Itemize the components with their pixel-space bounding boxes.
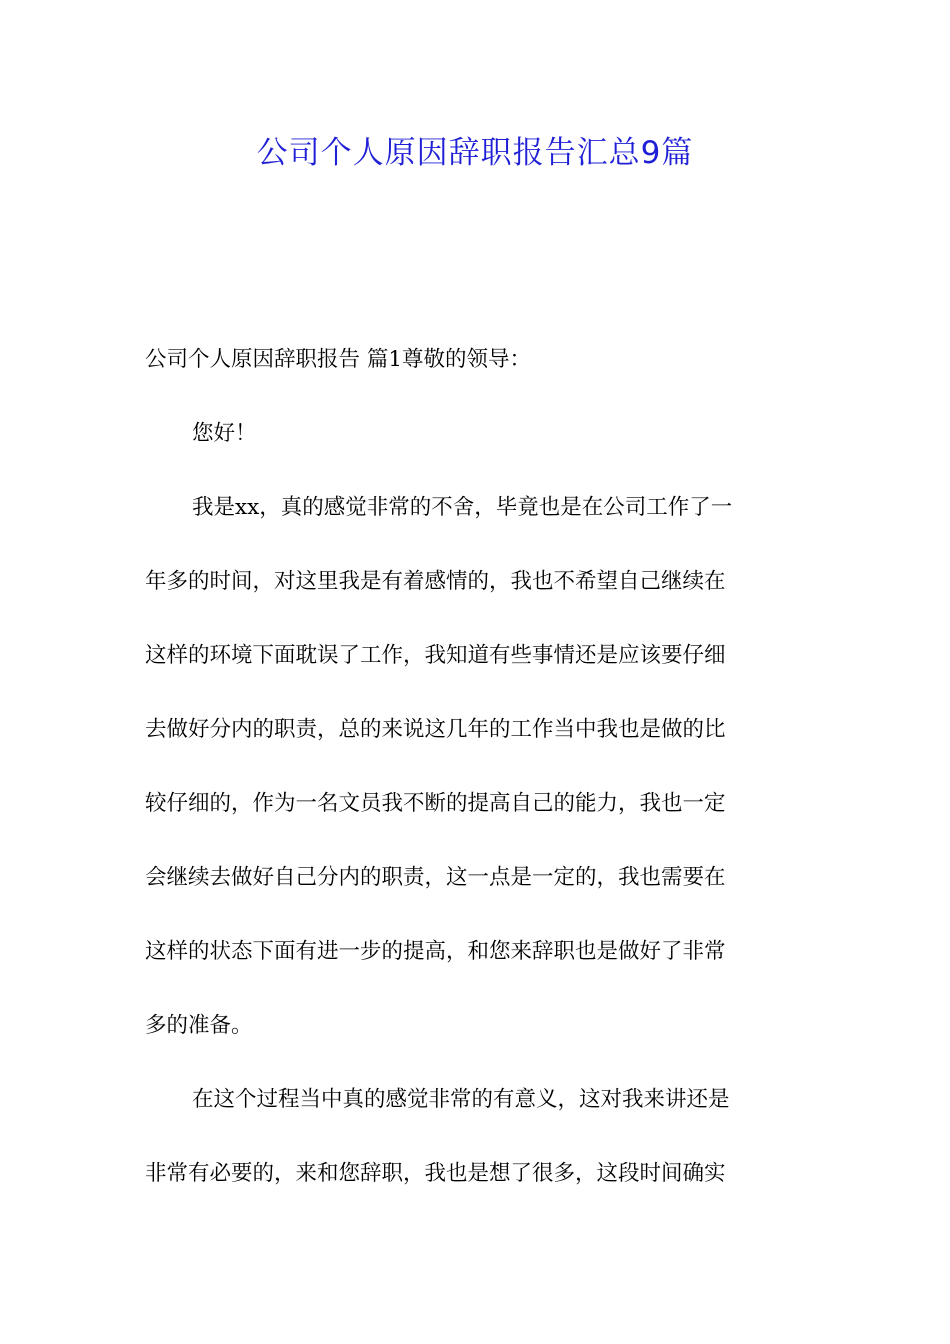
- paragraph-line: 我是xx，真的感觉非常的不舍，毕竟也是在公司工作了一: [192, 495, 733, 520]
- paragraph-line: 在这个过程当中真的感觉非常的有意义，这对我来讲还是: [192, 1087, 730, 1112]
- paragraph-line: 多的准备。: [145, 1013, 253, 1038]
- document-body: [145, 330, 809, 1218]
- heading-line: 公司个人原因辞职报告 篇1尊敬的领导：: [145, 347, 532, 372]
- document-title: 公司个人原因辞职报告汇总9篇: [256, 135, 694, 171]
- greeting-line: 您好！: [192, 421, 257, 446]
- paragraph-line: 年多的时间，对这里我是有着感情的，我也不希望自己继续在: [145, 569, 726, 594]
- paragraph-line: 这样的状态下面有进一步的提高，和您来辞职也是做好了非常: [145, 939, 726, 964]
- paragraph-line: 非常有必要的，来和您辞职，我也是想了很多，这段时间确实: [145, 1161, 726, 1186]
- paragraph-line: 较仔细的，作为一名文员我不断的提高自己的能力，我也一定: [145, 791, 726, 816]
- paragraph-line: 这样的环境下面耽误了工作，我知道有些事情还是应该要仔细: [145, 643, 726, 668]
- paragraph-line: 会继续去做好自己分内的职责，这一点是一定的，我也需要在: [145, 865, 726, 890]
- paragraph-line: 去做好分内的职责，总的来说这几年的工作当中我也是做的比: [145, 717, 726, 742]
